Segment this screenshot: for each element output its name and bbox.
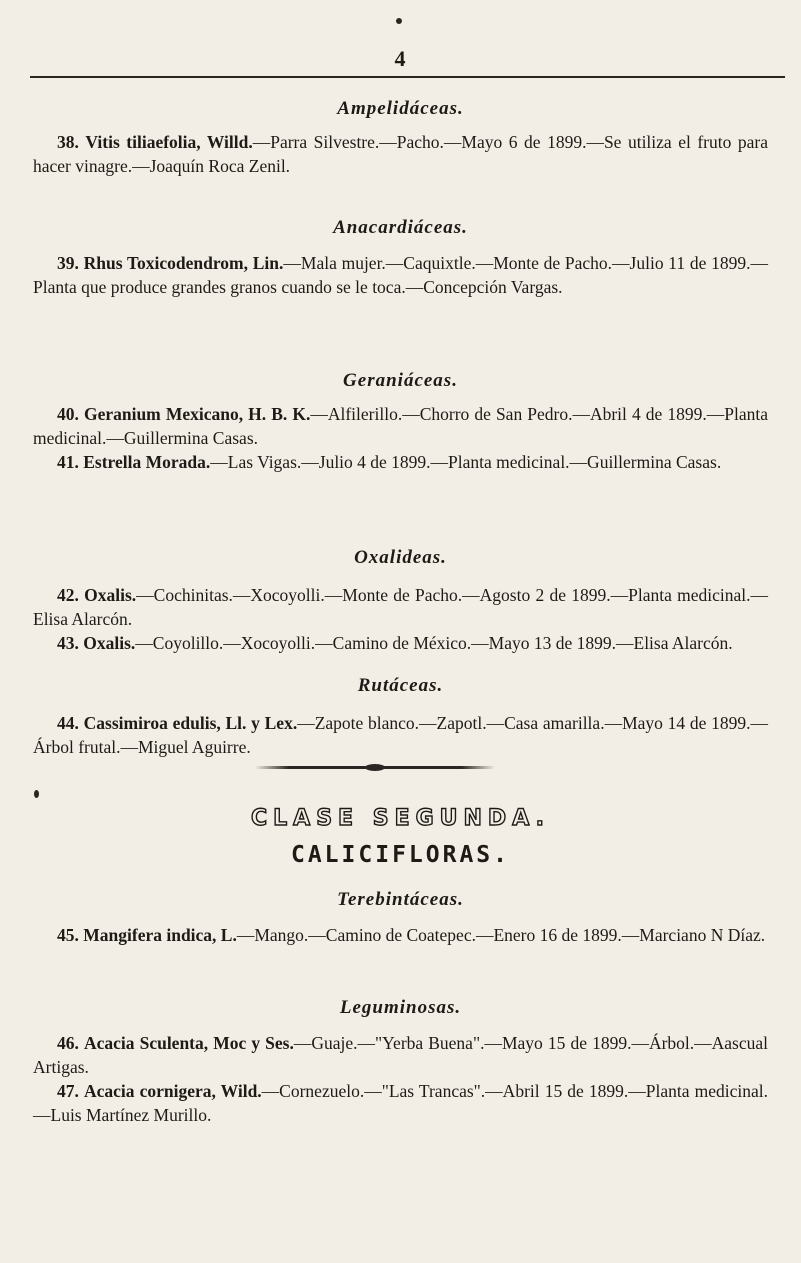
scientific-name: Acacia cornigera, Wild. (83, 1081, 262, 1101)
family-heading: Ampelidáceas. (337, 98, 464, 119)
section-ampelidaceas (0, 98, 801, 178)
entry-text: —Mala mujer.—Caquixtle.—Monte de Pacho.—Julio 11 de 1899.—Planta que produce grandes granos cuando se le toca.—Concepción Vargas. (33, 253, 769, 297)
entry-number: 39. (57, 253, 79, 273)
entry-number: 43. (57, 633, 79, 653)
entry-number: 38. (57, 132, 79, 152)
entry-number: 46. (57, 1033, 79, 1053)
class-heading: CLASE SEGUNDA. (251, 806, 550, 831)
family-heading: Oxalideas. (354, 547, 447, 568)
section-rutaceas (0, 675, 801, 759)
scientific-name: Vitis tiliaefolia, Willd. (85, 132, 253, 152)
ornamental-divider (255, 766, 495, 769)
family-heading: Geraniáceas. (343, 370, 458, 391)
entry-number: 45. (57, 925, 79, 945)
scientific-name: Estrella Morada. (83, 452, 211, 472)
scientific-name: Mangifera indica, L. (83, 925, 237, 945)
entry-number: 44. (57, 713, 79, 733)
entry-45 (33, 923, 768, 947)
entry-text: —Mango.—Camino de Coatepec.—Enero 16 de 1899.—Marciano N Díaz. (236, 925, 766, 945)
entry-text: —Zapote blanco.—Zapotl.—Casa amarilla.—Mayo 14 de 1899.—Árbol frutal.—Miguel Aguirre. (33, 713, 768, 757)
entry-text: —Las Vigas.—Julio 4 de 1899.—Planta medicinal.—Guillermina Casas. (210, 452, 722, 472)
entry-number: 42. (57, 585, 79, 605)
entry-46 (33, 1031, 768, 1079)
scientific-name: Acacia Sculenta, Moc y Ses. (83, 1033, 294, 1053)
entry-text: —Cornezuelo.—"Las Trancas".—Abril 15 de 1899.—Planta medicinal.—Luis Martínez Murillo. (33, 1081, 768, 1125)
family-heading: Terebintáceas. (337, 889, 464, 910)
entry-number: 41. (57, 452, 79, 472)
entry-39 (33, 251, 768, 299)
entry-number: 47. (57, 1081, 79, 1101)
section-geraniaceas (0, 370, 801, 474)
scientific-name: Cassimiroa edulis, Ll. y Lex. (83, 713, 298, 733)
scientific-name: Oxalis. (83, 633, 136, 653)
section-leguminosas (0, 997, 801, 1127)
page-number: 4 (394, 46, 407, 71)
entry-42 (33, 583, 768, 631)
entry-text: —Cochinitas.—Xocoyolli.—Monte de Pacho.—Agosto 2 de 1899.—Planta medicinal.—Elisa Alarcón. (33, 585, 769, 629)
section-anacardiaceas (0, 217, 801, 299)
entry-text: —Alfilerillo.—Chorro de San Pedro.—Abril 4 de 1899.—Planta medicinal.—Guillermina Casas. (33, 404, 768, 448)
ink-speck (34, 790, 39, 798)
family-heading: Anacardiáceas. (333, 217, 468, 238)
entry-text: —Guaje.—"Yerba Buena".—Mayo 15 de 1899.—Árbol.—Aascual Artigas. (33, 1033, 769, 1077)
entry-40 (33, 402, 768, 450)
entry-number: 40. (57, 404, 79, 424)
entry-text: —Coyolillo.—Xocoyolli.—Camino de México.—Mayo 13 de 1899.—Elisa Alarcón. (135, 633, 733, 653)
entry-43 (33, 631, 768, 655)
entry-38 (33, 130, 768, 178)
subclass-heading: CALICIFLORAS. (290, 842, 510, 868)
family-heading: Rutáceas. (357, 675, 444, 696)
entry-text: —Parra Silvestre.—Pacho.—Mayo 6 de 1899.—Se utiliza el fruto para hacer vinagre.—Joaquín Roca Zenil. (33, 132, 768, 176)
ink-speck (396, 18, 402, 24)
entry-47 (33, 1079, 768, 1127)
section-oxalideas (0, 547, 801, 655)
family-heading: Leguminosas. (339, 997, 462, 1018)
scientific-name: Oxalis. (84, 585, 137, 605)
entry-44 (33, 711, 768, 759)
scientific-name: Geranium Mexicano, H. B. K. (83, 404, 311, 424)
scientific-name: Rhus Toxicodendrom, Lin. (83, 253, 284, 273)
header-rule (30, 76, 785, 78)
entry-41 (33, 450, 768, 474)
section-terebintaceas (0, 889, 801, 947)
